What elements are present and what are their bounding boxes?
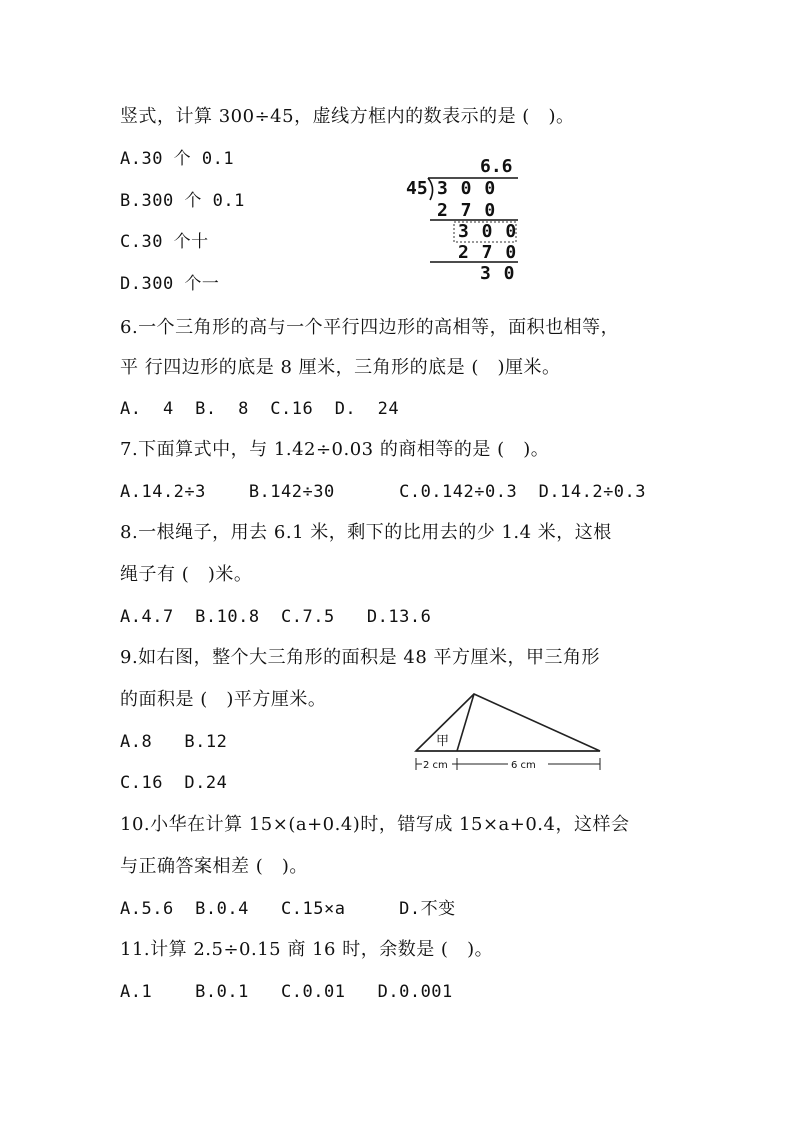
region-jia-label: 甲 xyxy=(436,734,450,749)
right-segment-label: 6 cm xyxy=(511,760,536,771)
q6-options: A. 4 B. 8 C.16 D. 24 xyxy=(120,399,400,419)
triangle-figure xyxy=(410,688,605,776)
division-row-3: 2 7 0 xyxy=(458,242,518,263)
division-dividend: 3 0 0 xyxy=(437,178,497,199)
q5-option-b: B.300 个 0.1 xyxy=(120,191,245,211)
q10-line-1: 10.小华在计算 15×(a+0.4)时，错写成 15×a+0.4，这样会 xyxy=(120,814,630,835)
q9-line-1: 9.如右图，整个大三角形的面积是 48 平方厘米，甲三角形 xyxy=(120,647,601,668)
q5-option-c: C.30 个十 xyxy=(120,232,209,252)
q7-stem: 7.下面算式中，与 1.42÷0.03 的商相等的是 ( )。 xyxy=(120,439,550,460)
q6-line-2: 平 行四边形的底是 8 厘米，三角形的底是 ( )厘米。 xyxy=(120,357,561,378)
q9-options-row-1: A.8 B.12 xyxy=(120,732,228,752)
q9-line-2: 的面积是 ( )平方厘米。 xyxy=(120,689,327,710)
q11-options: A.1 B.0.1 C.0.01 D.0.001 xyxy=(120,982,453,1002)
left-segment-label: 2 cm xyxy=(423,760,448,771)
q11-stem: 11.计算 2.5÷0.15 商 16 时，余数是 ( )。 xyxy=(120,939,494,960)
division-quotient: 6.6 xyxy=(480,156,513,177)
q5-option-a: A.30 个 0.1 xyxy=(120,149,235,169)
q5-option-d: D.300 个一 xyxy=(120,274,220,294)
q6-line-1: 6.一个三角形的高与一个平行四边形的高相等，面积也相等， xyxy=(120,317,620,338)
division-row-2: 3 0 0 xyxy=(458,221,518,242)
division-row-1: 2 7 0 xyxy=(437,200,497,221)
q10-options: A.5.6 B.0.4 C.15×a D.不变 xyxy=(120,899,456,919)
long-division-figure xyxy=(400,150,530,285)
division-remainder: 3 0 xyxy=(480,263,516,284)
division-divisor: 45 xyxy=(406,178,428,199)
q8-line-2: 绳子有 ( )米。 xyxy=(120,564,253,585)
q8-line-1: 8.一根绳子，用去 6.1 米，剩下的比用去的少 1.4 米，这根 xyxy=(120,522,612,543)
q5-stem: 竖式，计算 300÷45，虚线方框内的数表示的是 ( )。 xyxy=(120,106,575,127)
q10-line-2: 与正确答案相差 ( )。 xyxy=(120,856,308,877)
q8-options: A.4.7 B.10.8 C.7.5 D.13.6 xyxy=(120,607,432,627)
q7-options: A.14.2÷3 B.142÷30 C.0.142÷0.3 D.14.2÷0.3 xyxy=(120,482,647,502)
q9-options-row-2: C.16 D.24 xyxy=(120,773,228,793)
